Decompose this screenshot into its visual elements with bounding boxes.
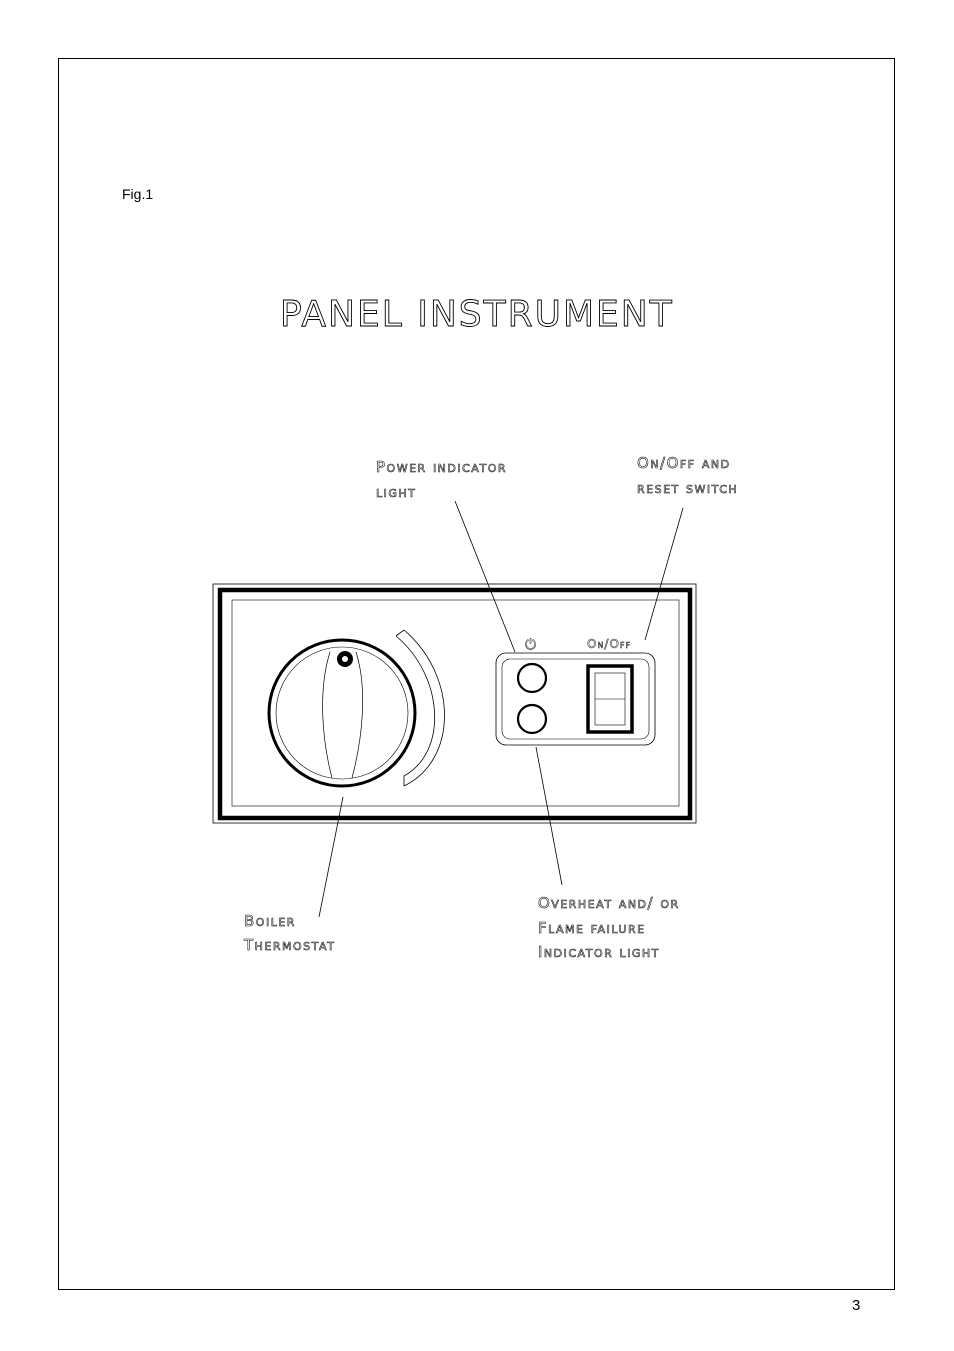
callout-power-indicator-line1: Power indicator: [376, 458, 508, 476]
callout-power-indicator-line2: light: [376, 483, 417, 501]
figure-label: Fig.1: [122, 186, 154, 202]
leader-on-off-switch: [645, 508, 683, 640]
leader-power-indicator: [455, 501, 515, 652]
callout-overheat-indicator-line2: Flame failure: [538, 919, 646, 937]
callout-boiler-thermostat-line1: Boiler: [244, 912, 296, 930]
power-indicator-light: [518, 664, 546, 692]
boiler-thermostat-knob[interactable]: [269, 630, 445, 786]
callout-overheat-indicator-line3: Indicator light: [538, 943, 660, 961]
on-off-panel-label: On/Off: [587, 637, 632, 651]
page-number: 3: [852, 1297, 861, 1314]
callout-boiler-thermostat-line2: Thermostat: [244, 936, 336, 954]
callout-on-off-switch-line1: On/Off and: [637, 454, 731, 472]
overheat-indicator-light: [518, 705, 546, 733]
power-symbol-label: ⏻: [525, 637, 538, 653]
callout-on-off-switch-line2: reset switch: [637, 479, 739, 497]
diagram-title: PANEL INSTRUMENT: [280, 294, 674, 335]
callout-overheat-indicator-line1: Overheat and/ or: [538, 894, 680, 912]
leader-boiler-thermostat: [319, 797, 343, 917]
on-off-reset-switch[interactable]: [588, 666, 632, 732]
